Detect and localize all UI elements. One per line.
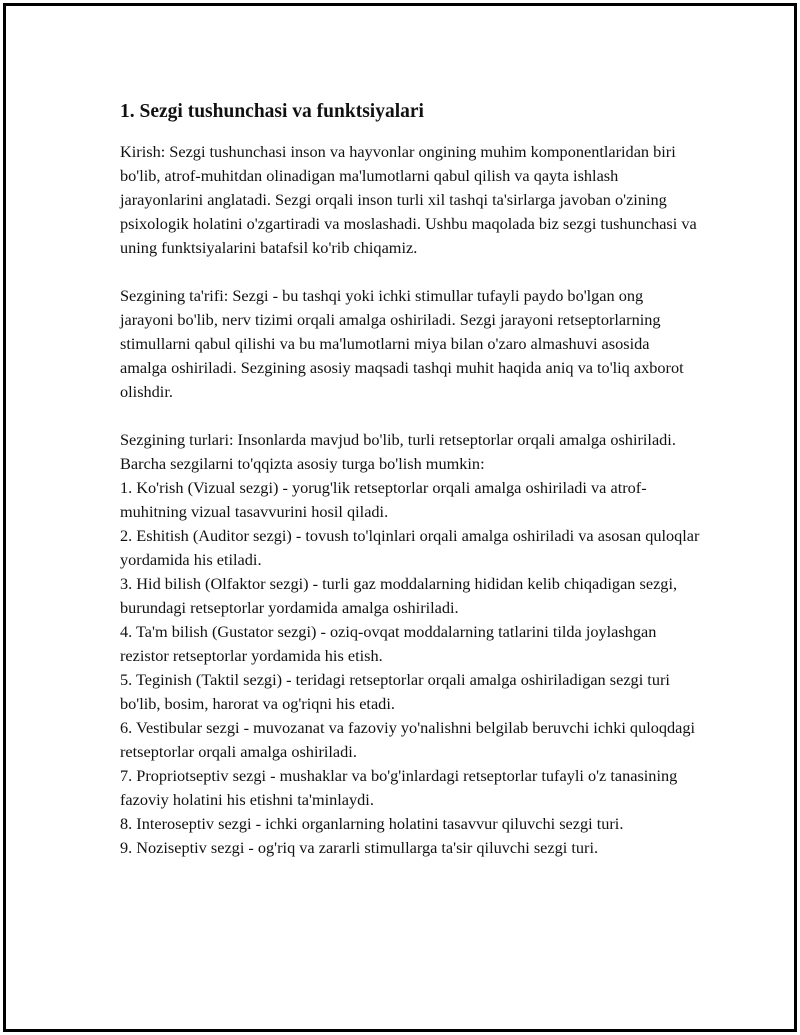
list-item: 6. Vestibular sezgi - muvozanat va fazoviy yo'nalishni belgilab beruvchi ichki quloqdagi retseptorlar orqali amalga oshiriladi. (120, 718, 696, 761)
document-content (120, 98, 700, 860)
list-item: 2. Eshitish (Auditor sezgi) - tovush to'lqinlari orqali amalga oshiriladi va asosan quloqlar yordamida his etiladi. (120, 526, 700, 569)
list-item: 8. Interoseptiv sezgi - ichki organlarning holatini tasavvur qiluvchi sezgi turi. (120, 814, 624, 833)
list-item: 4. Ta'm bilish (Gustator sezgi) - oziq-ovqat moddalarning tatlarini tilda joylashgan rezistor retseptorlar yordamida his etish. (120, 622, 657, 665)
list-item: 3. Hid bilish (Olfaktor sezgi) - turli gaz moddalarning hididan kelib chiqadigan sezgi, burundagi retseptorlar yordamida amalga oshiriladi. (120, 574, 678, 617)
sense-types-list (120, 476, 700, 860)
document-title: 1. Sezgi tushunchasi va funktsiyalari (120, 101, 424, 122)
paragraph-introduction: Kirish: Sezgi tushunchasi inson va hayvonlar ongining muhim komponentlaridan biri bo'lib, atrof-muhitdan olinadigan ma'lumotlarni qabul qilish va qayta ishlash jarayonlarini anglatadi. Sezgi orqali inson turli xil tashqi ta'sirlarga javoban o'zining psixologik holatini o'zgartiradi va moslashadi. Ushbu maqolada biz sezgi tushunchasi va uning funktsiyalarini batafsil ko'rib chiqamiz. (120, 142, 697, 257)
list-item: 7. Propriotseptiv sezgi - mushaklar va bo'g'inlardagi retseptorlar tufayli o'z tanasining fazoviy holatini his etishni ta'minlaydi. (120, 766, 678, 809)
list-item: 5. Teginish (Taktil sezgi) - teridagi retseptorlar orqali amalga oshiriladigan sezgi turi bo'lib, bosim, harorat va og'riqni his etadi. (120, 670, 670, 713)
list-item: 9. Noziseptiv sezgi - og'riq va zararli stimullarga ta'sir qiluvchi sezgi turi. (120, 838, 599, 857)
paragraph-types-intro: Sezgining turlari: Insonlarda mavjud bo'lib, turli retseptorlar orqali amalga oshiriladi. Barcha sezgilarni to'qqizta asosiy turga bo'lish mumkin: (120, 430, 676, 473)
document-page (3, 3, 797, 1032)
list-item: 1. Ko'rish (Vizual sezgi) - yorug'lik retseptorlar orqali amalga oshiriladi va atrof-muhitning vizual tasavvurini hosil qiladi. (120, 478, 647, 521)
paragraph-definition: Sezgining ta'rifi: Sezgi - bu tashqi yoki ichki stimullar tufayli paydo bo'lgan ong jarayoni bo'lib, nerv tizimi orqali amalga oshiriladi. Sezgi jarayoni retseptorlarning stimullarni qabul qilishi va bu ma'lumotlarni miya bilan o'zaro almashuvi asosida amalga oshiriladi. Sezgining asosiy maqsadi tashqi muhit haqida aniq va to'liq axborot olishdir. (120, 286, 684, 401)
